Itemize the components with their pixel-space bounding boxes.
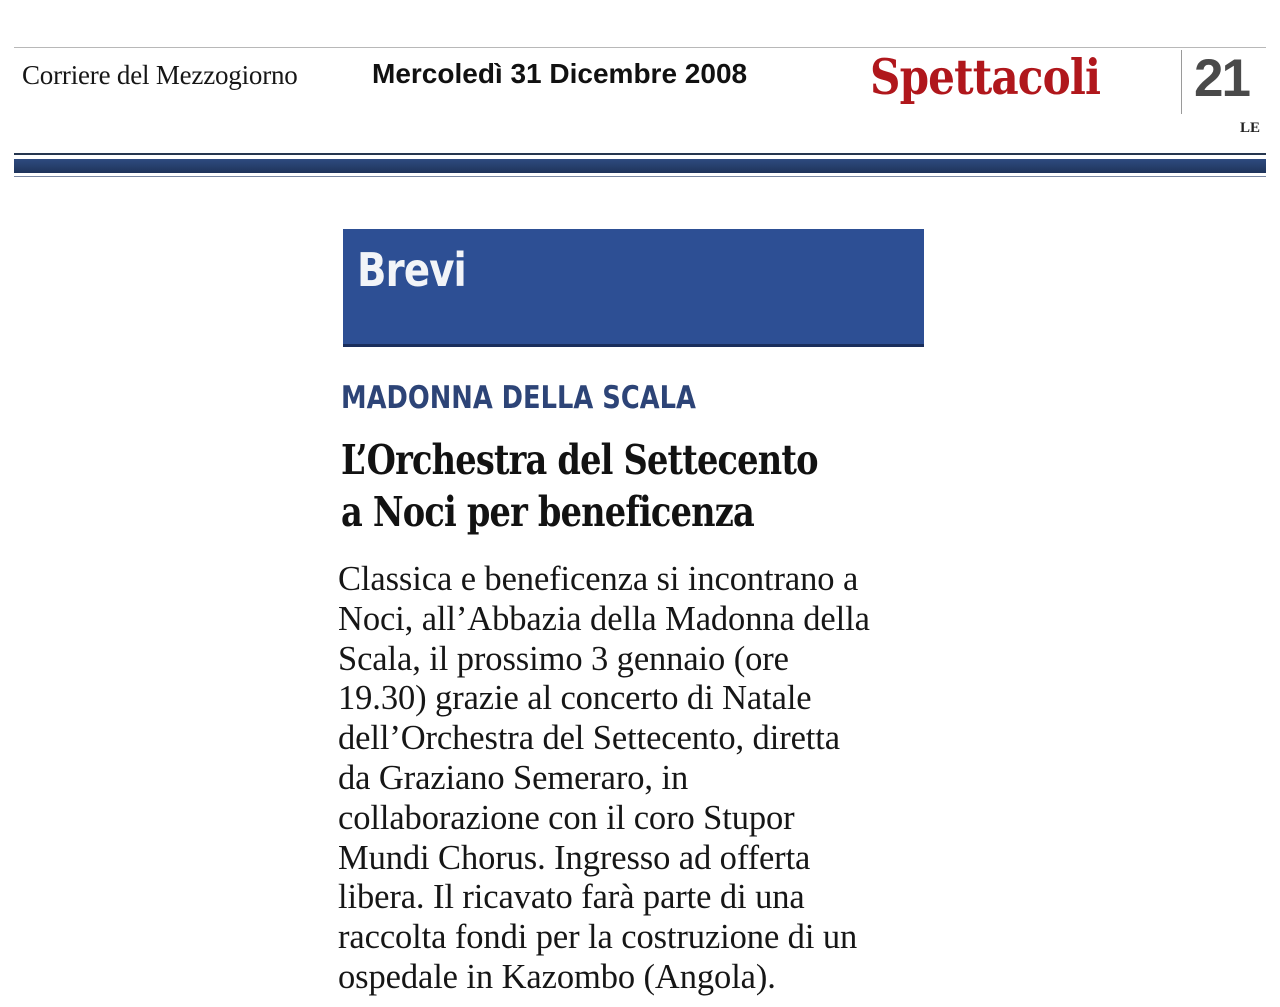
masthead-divider bbox=[1181, 50, 1182, 114]
article-headline bbox=[341, 434, 833, 538]
edition-mark: LE bbox=[1240, 120, 1261, 136]
body-line: Scala, il prossimo 3 gennaio (ore bbox=[338, 639, 789, 678]
body-line: Classica e beneficenza si incontrano a bbox=[338, 560, 859, 598]
newspaper-name: Corriere del Mezzogiorno bbox=[22, 60, 298, 90]
body-line: Noci, all’Abbazia della Madonna della bbox=[338, 599, 870, 638]
page-number: 21 bbox=[1194, 49, 1249, 108]
body-line: collaborazione con il coro Stupor bbox=[338, 798, 795, 837]
section-title: Spettacoli bbox=[870, 48, 1101, 106]
brevi-header-box bbox=[343, 229, 924, 347]
headline-line: a Noci per beneficenza bbox=[341, 488, 755, 536]
article-kicker: MADONNA DELLA SCALA bbox=[341, 380, 696, 416]
brevi-label: Brevi bbox=[357, 243, 466, 297]
body-line: ospedale in Kazombo (Angola). bbox=[338, 957, 776, 996]
body-line: dell’Orchestra del Settecento, diretta bbox=[338, 719, 840, 758]
body-line: 19.30) grazie al concerto di Natale bbox=[338, 679, 812, 718]
body-line: da Graziano Semeraro, in bbox=[338, 758, 689, 797]
headline-line: L’Orchestra del Settecento bbox=[341, 436, 818, 484]
body-line: raccolta fondi per la costruzione di un bbox=[338, 918, 858, 957]
article-body bbox=[338, 560, 938, 998]
masthead-navy-band bbox=[14, 159, 1266, 173]
masthead-thin-band bbox=[14, 153, 1266, 155]
masthead-bottom-rule bbox=[14, 176, 1266, 177]
body-line: Mundi Chorus. Ingresso ad offerta bbox=[338, 838, 811, 877]
publication-date: Mercoledì 31 Dicembre 2008 bbox=[372, 58, 748, 89]
body-line: libera. Il ricavato farà parte di una bbox=[338, 878, 805, 917]
